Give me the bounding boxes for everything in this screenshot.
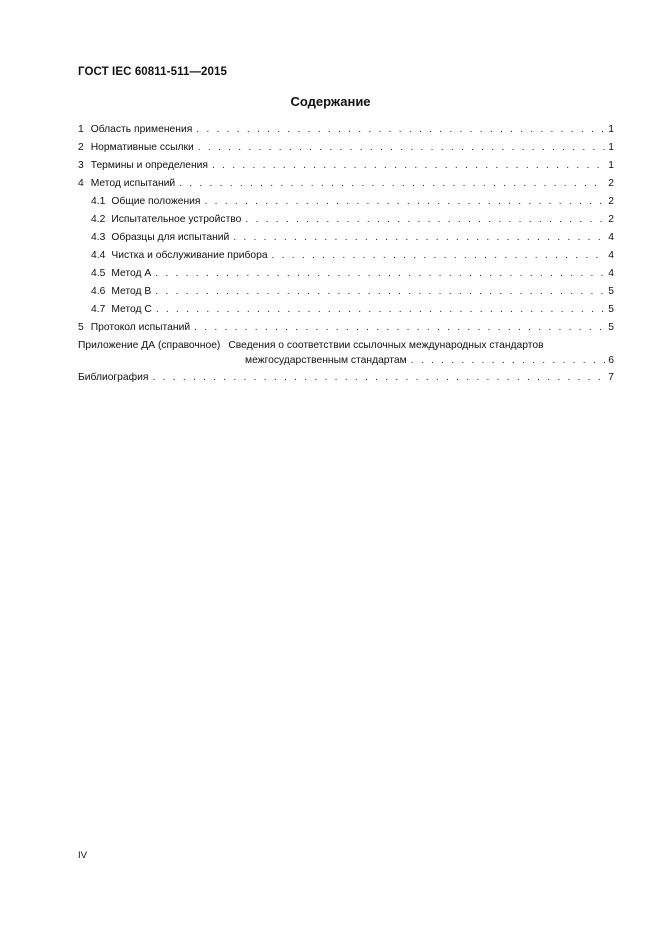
toc-entry-number: 4	[78, 178, 84, 189]
annex-title-line1: Сведения о соответствии ссылочных международных стандартов	[228, 340, 544, 351]
toc-entry-label: Нормативные ссылки	[90, 142, 194, 153]
toc-entry-4-6[interactable]	[78, 283, 614, 301]
toc-entry-label: Чистка и обслуживание прибора	[111, 250, 268, 261]
toc-entry-number: 4.5	[91, 268, 106, 279]
toc-title: Содержание	[290, 94, 371, 109]
toc-entry-page: 4	[608, 250, 614, 261]
page-number: IV	[78, 850, 87, 861]
dot-leader	[272, 247, 605, 265]
dot-leader	[155, 283, 605, 301]
toc-entry-page: 1	[608, 124, 614, 135]
toc-entry-3[interactable]	[78, 157, 614, 175]
dot-leader	[411, 353, 605, 369]
annex-heading-line	[78, 339, 614, 353]
toc-entry-number: 1	[78, 124, 84, 135]
toc-entry-number: 4.4	[91, 250, 106, 261]
toc-entry-label: Метод С	[111, 304, 152, 315]
toc-entry-4-2[interactable]	[78, 211, 614, 229]
toc-entry-page: 1	[608, 142, 614, 153]
toc-entry-4[interactable]	[78, 175, 614, 193]
annex-title-line2-row	[78, 353, 614, 369]
toc-entry-page: 4	[608, 268, 614, 279]
toc-entry-4-3[interactable]	[78, 229, 614, 247]
toc-entry-4-1[interactable]	[78, 193, 614, 211]
toc-entry-label: Термины и определения	[90, 160, 208, 171]
toc-entry-label: Испытательное устройство	[111, 214, 242, 225]
dot-leader	[179, 175, 605, 193]
toc-entry-label: Общие положения	[111, 196, 201, 207]
toc-entry-number: 5	[78, 322, 84, 333]
toc-entry-page: 1	[608, 160, 614, 171]
dot-leader	[155, 265, 605, 283]
toc-entry-number: 3	[78, 160, 84, 171]
dot-leader	[194, 319, 605, 337]
toc-entry-4-4[interactable]	[78, 247, 614, 265]
dot-leader	[196, 121, 605, 139]
standard-code-header: ГОСТ IEC 60811-511—2015	[78, 66, 228, 78]
dot-leader	[198, 139, 605, 157]
toc-entry-2[interactable]	[78, 139, 614, 157]
toc-entry-bibliography[interactable]	[78, 369, 614, 387]
toc-entry-label: Образцы для испытаний	[111, 232, 230, 243]
toc-entry-label: Метод А	[111, 268, 152, 279]
toc-entry-1[interactable]	[78, 121, 614, 139]
toc-entry-number: 2	[78, 142, 84, 153]
dot-leader	[156, 301, 605, 319]
toc-entry-label: Метод В	[111, 286, 152, 297]
dot-leader	[152, 369, 605, 387]
toc-entry-number: 4.1	[91, 196, 106, 207]
toc-entry-page: 5	[608, 304, 614, 315]
table-of-contents	[78, 121, 614, 387]
toc-entry-number: 4.6	[91, 286, 106, 297]
toc-entry-page: 2	[608, 178, 614, 189]
toc-entry-annex[interactable]	[78, 339, 614, 369]
toc-entry-page: 7	[608, 372, 614, 383]
toc-entry-label: Метод испытаний	[90, 178, 176, 189]
annex-designation: Приложение ДА (справочное)	[78, 340, 221, 351]
toc-entry-number: 4.3	[91, 232, 106, 243]
toc-entry-page: 2	[608, 196, 614, 207]
dot-leader	[245, 211, 605, 229]
dot-leader	[212, 157, 605, 175]
annex-title-line2: межгосударственным стандартам	[245, 355, 407, 366]
toc-entry-page: 6	[608, 355, 614, 366]
toc-entry-label: Библиография	[78, 372, 149, 383]
toc-entry-number: 4.2	[91, 214, 106, 225]
dot-leader	[205, 193, 606, 211]
toc-entry-page: 4	[608, 232, 614, 243]
dot-leader	[233, 229, 605, 247]
toc-entry-label: Протокол испытаний	[90, 322, 191, 333]
toc-entry-label: Область применения	[90, 124, 193, 135]
toc-entry-4-7[interactable]	[78, 301, 614, 319]
toc-entry-4-5[interactable]	[78, 265, 614, 283]
toc-entry-5[interactable]	[78, 319, 614, 337]
toc-entry-number: 4.7	[91, 304, 106, 315]
toc-entry-page: 5	[608, 322, 614, 333]
toc-entry-page: 5	[608, 286, 614, 297]
toc-entry-page: 2	[608, 214, 614, 225]
